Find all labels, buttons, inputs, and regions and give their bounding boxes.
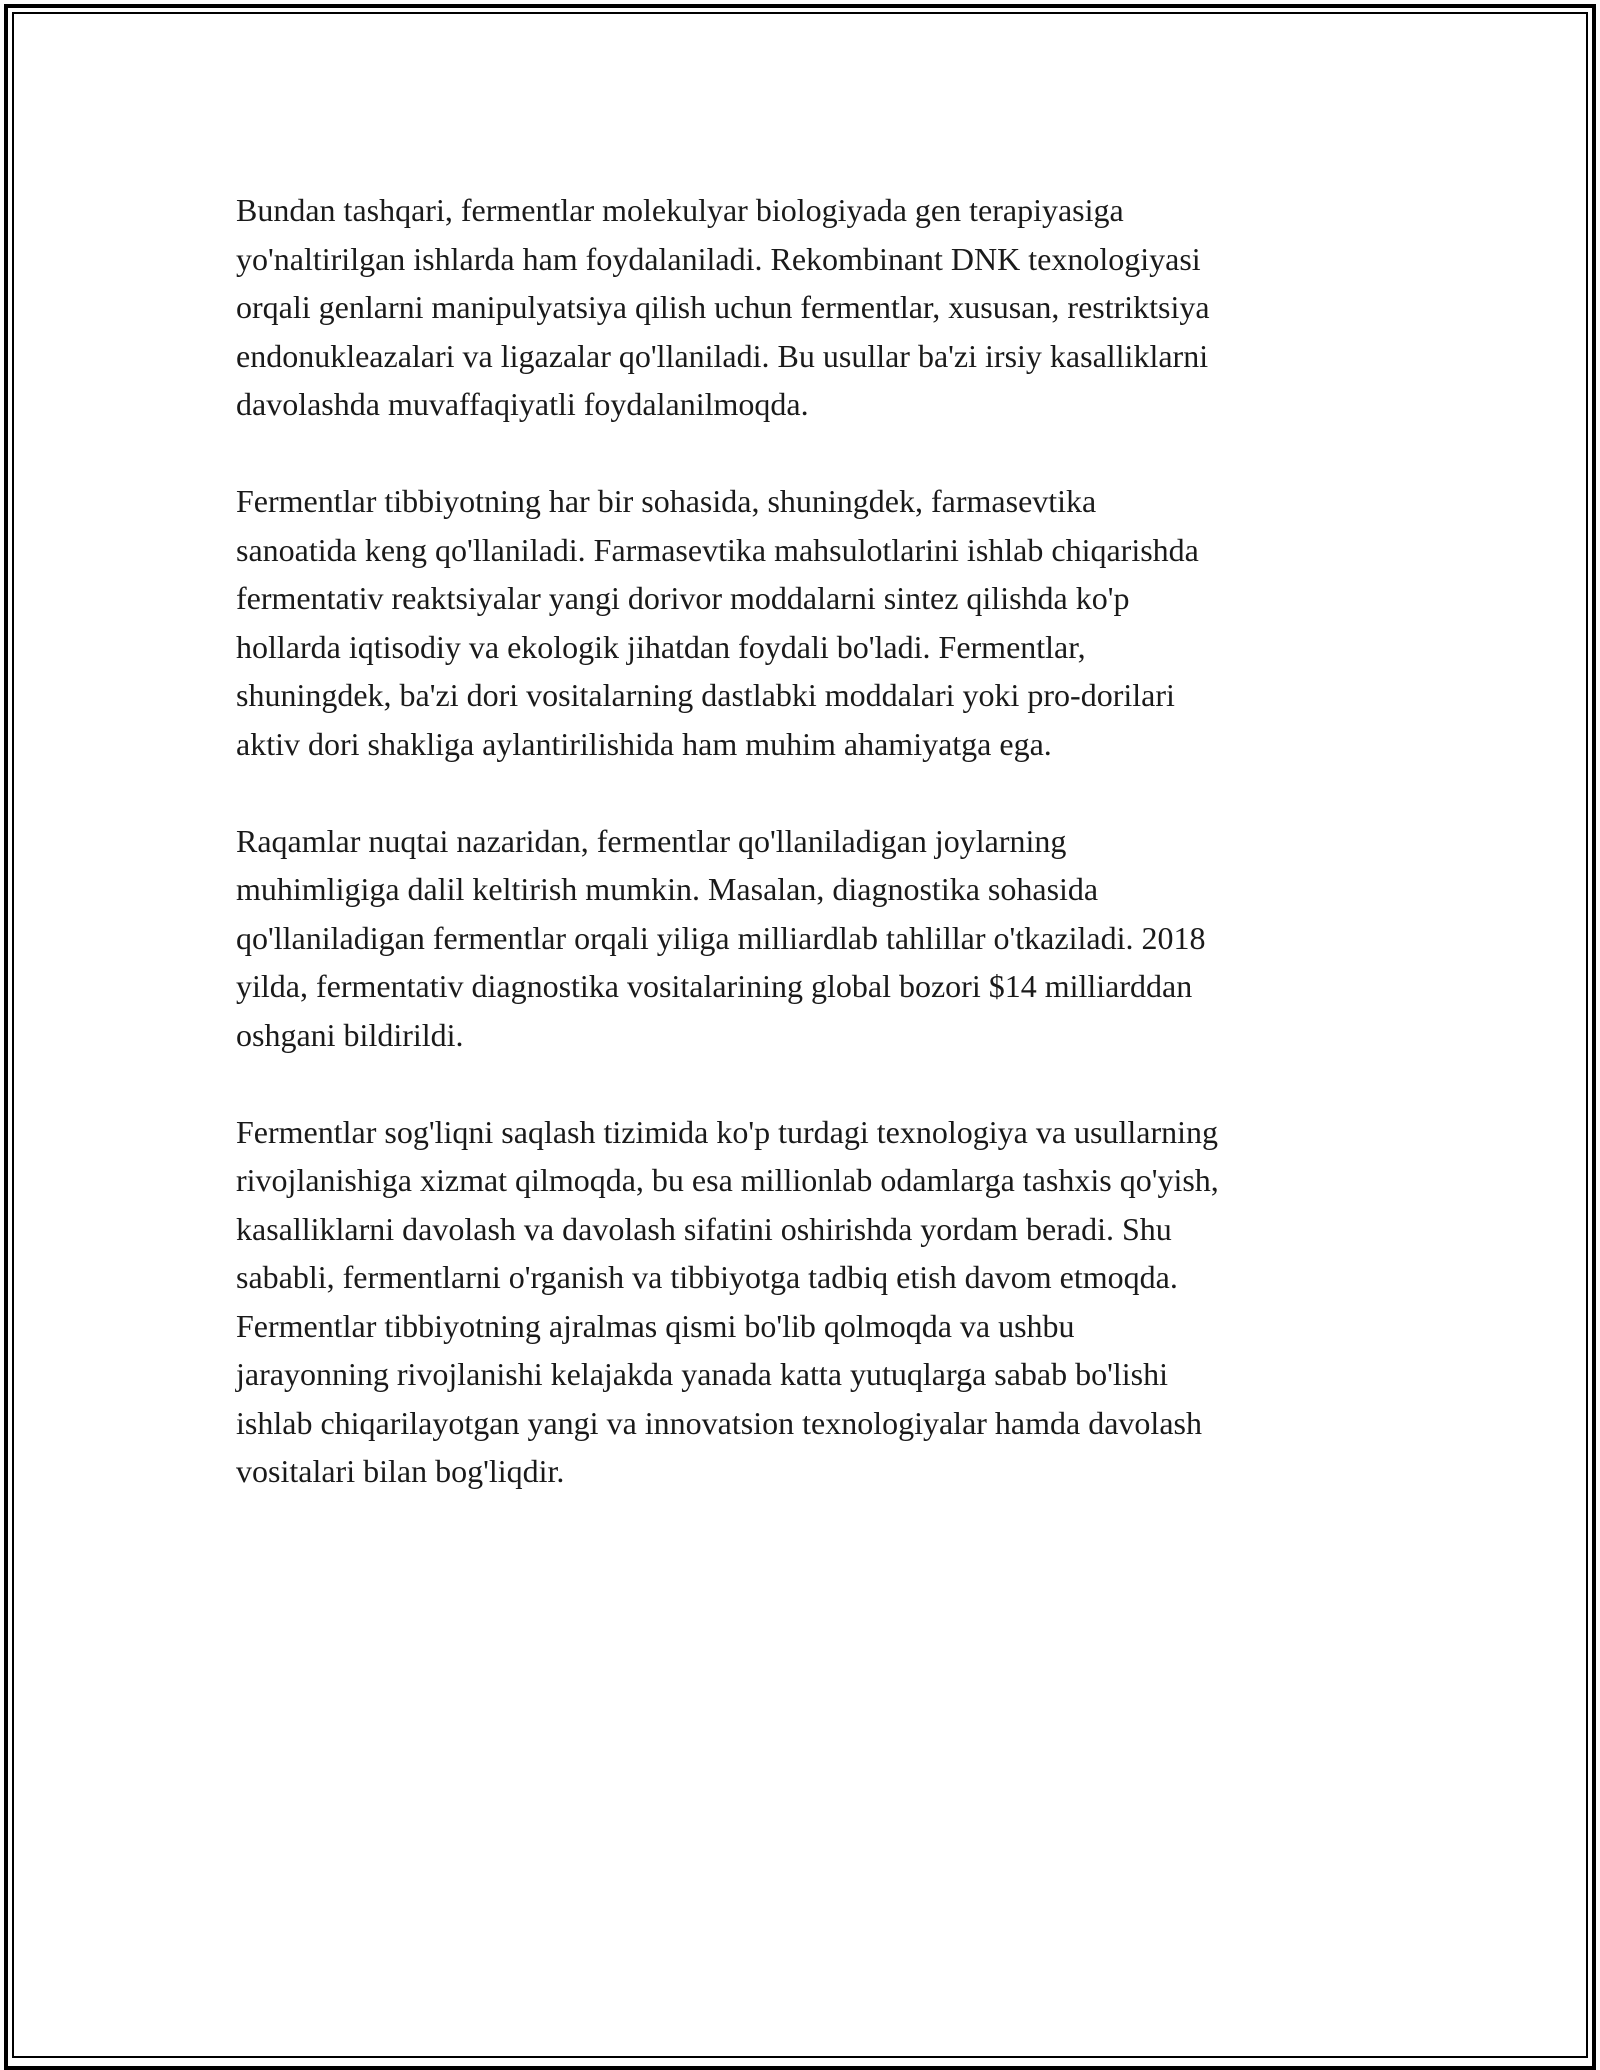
text-line: hollarda iqtisodiy va ekologik jihatdan foydali bo'ladi. Fermentlar, (236, 628, 1086, 665)
text-line: Bundan tashqari, fermentlar molekulyar biologiyada gen terapiyasiga (236, 192, 1124, 228)
text-line: fermentativ reaktsiyalar yangi dorivor moddalarni sintez qilishda ko'p (236, 580, 1130, 616)
text-line: Fermentlar tibbiyotning ajralmas qismi bo'lib qolmoqda va ushbu (236, 1307, 1075, 1344)
paragraph-2 (236, 477, 1376, 768)
text-line: rivojlanishiga xizmat qilmoqda, bu esa millionlab odamlarga tashxis qo'yish, (236, 1162, 1219, 1198)
text-line: sanoatida keng qo'llaniladi. Farmasevtika mahsulotlarini ishlab chiqarishda (236, 531, 1199, 568)
text-line: jarayonning rivojlanishi kelajakda yanada katta yutuqlarga sabab bo'lishi (236, 1356, 1169, 1392)
text-line: sababli, fermentlarni o'rganish va tibbiyotga tadbiq etish davom etmoqda. (236, 1259, 1178, 1295)
text-line: vositalari bilan bog'liqdir. (236, 1453, 565, 1489)
text-line: kasalliklarni davolash va davolash sifatini oshirishda yordam beradi. Shu (236, 1210, 1172, 1247)
text-line: endonukleazalari va ligazalar qo'llaniladi. Bu usullar ba'zi irsiy kasalliklarni (236, 337, 1209, 374)
text-line: aktiv dori shakliga aylantirilishida ham muhim ahamiyatga ega. (236, 725, 1052, 762)
paragraph-3 (236, 817, 1376, 1060)
document-body (236, 186, 1376, 1544)
text-line: Raqamlar nuqtai nazaridan, fermentlar qo'llaniladigan joylarning (236, 822, 1067, 859)
text-line: shuningdek, ba'zi dori vositalarning dastlabki moddalari yoki pro-dorilari (236, 677, 1175, 713)
text-line: Fermentlar sog'liqni saqlash tizimida ko'p turdagi texnologiya va usullarning (236, 1113, 1219, 1150)
text-line: oshgani bildirildi. (236, 1016, 464, 1053)
paragraph-1 (236, 186, 1376, 429)
text-line: orqali genlarni manipulyatsiya qilish uchun fermentlar, xususan, restriktsiya (236, 289, 1210, 325)
text-line: muhimligiga dalil keltirish mumkin. Masalan, diagnostika sohasida (236, 871, 1099, 907)
paragraph-4 (236, 1108, 1376, 1496)
text-line: ishlab chiqarilayotgan yangi va innovatsion texnologiyalar hamda davolash (236, 1404, 1202, 1441)
text-line: yo'naltirilgan ishlarda ham foydalaniladi. Rekombinant DNK texnologiyasi (236, 240, 1201, 277)
text-line: yilda, fermentativ diagnostika vositalarining global bozori $14 milliarddan (236, 968, 1193, 1004)
text-line: davolashda muvaffaqiyatli foydalanilmoqda. (236, 386, 809, 422)
text-line: Fermentlar tibbiyotning har bir sohasida, shuningdek, farmasevtika (236, 483, 1097, 519)
text-line: qo'llaniladigan fermentlar orqali yiliga milliardlab tahlillar o'tkaziladi. 2018 (236, 919, 1206, 956)
